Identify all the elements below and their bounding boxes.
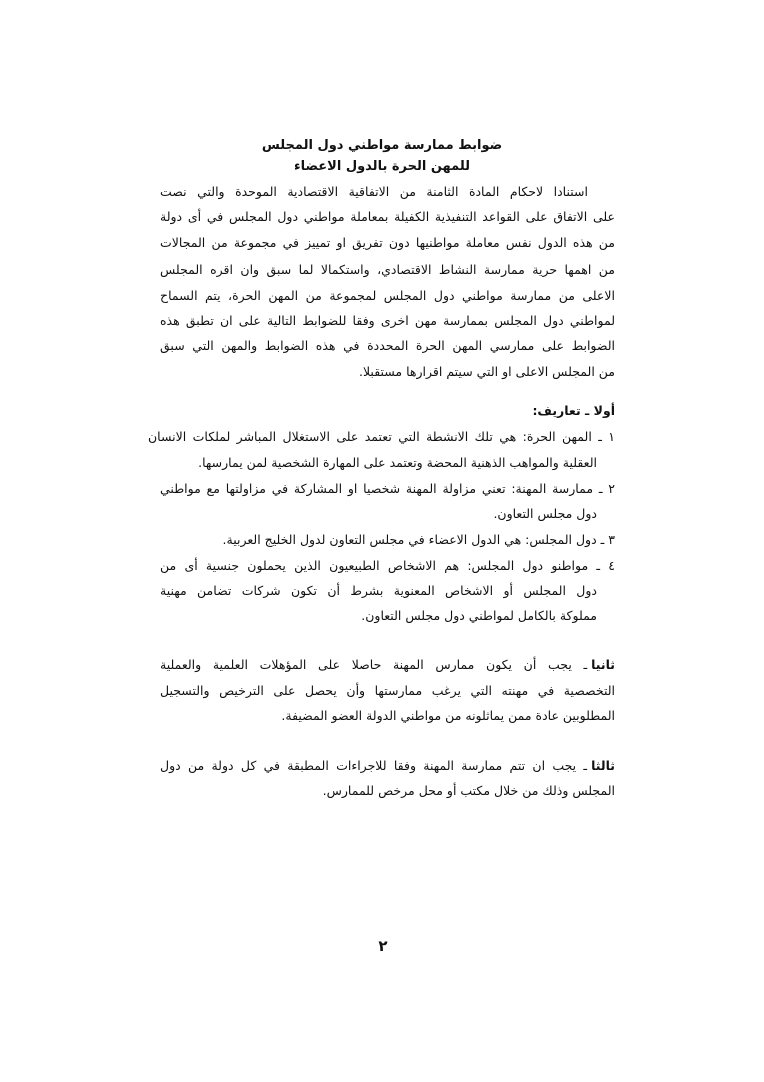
intro-line: على الاتفاق على القواعد التنفيذية الكفيلة بمعاملة مواطني دول المجلس في أى دولة (160, 209, 615, 224)
section-line: ـ يجب أن يكون ممارس المهنة حاصلا على المؤهلات العلمية والعملية (160, 657, 588, 672)
definition-line: العقلية والمواهب الذهنية المحضة وتعتمد على المهارة الشخصية لمن يمارسها. (198, 455, 597, 470)
definition-line: ٢ ـ ممارسة المهنة: تعني مزاولة المهنة شخصيا او المشاركة في مزاولتها مع مواطني (160, 481, 615, 496)
section-2 (160, 656, 615, 674)
intro-line: استنادا لاحكام المادة الثامنة من الاتفاقية الاقتصادية الموحدة والتي نصت (160, 184, 588, 199)
definition-line: دول المجلس أو الاشخاص المعنوية بشرط أن تكون شركات تضامن مهنية (160, 583, 597, 598)
intro-line: من هذه الدول نفس معاملة مواطنيها دون تفريق او تمييز في مجموعة من المجالات (160, 235, 615, 250)
definition-line: دول مجلس التعاون. (493, 506, 597, 521)
definition-line: ٣ ـ دول المجلس: هي الدول الاعضاء في مجلس التعاون لدول الخليج العربية. (222, 532, 615, 547)
definition-line: مملوكة بالكامل لمواطني دول مجلس التعاون. (361, 608, 597, 623)
intro-line: من اهمها حرية ممارسة النشاط الاقتصادي، واستكمالا لما سبق وان اقره المجلس (160, 262, 615, 277)
intro-line: الضوابط على ممارسي المهن الحرة المحددة في هذه الضوابط والمهن التي سبق (160, 338, 615, 353)
section-line: ـ يجب ان تتم ممارسة المهنة وفقا للاجراءات المطبقة في كل دولة من دول (160, 758, 588, 773)
intro-line: لمواطني دول المجلس بممارسة مهن اخرى وفقا للضوابط التالية على ان تطبق هذه (160, 313, 615, 328)
section-3 (160, 757, 615, 775)
intro-line: الاعلى من ممارسة مواطني دول المجلس لمجموعة من المهن الحرة، يتم السماح (160, 288, 615, 303)
page-number: ٢ (378, 937, 388, 955)
title-line-2: للمهن الحرة بالدول الاعضاء (293, 159, 471, 174)
section-line: المطلوبين عادة ممن يماثلونه من مواطني الدولة العضو المضيفة. (281, 708, 615, 723)
intro-line: من المجلس الاعلى او التي سيتم اقرارها مستقبلا. (358, 364, 615, 379)
section-line: المجلس وذلك من خلال مكتب أو محل مرخص للممارس. (322, 783, 615, 798)
section-heading: ثالثا (591, 758, 615, 773)
section-heading: ثانيا (591, 657, 615, 672)
definition-line: ٤ ـ مواطنو دول المجلس: هم الاشخاص الطبيعيون الذين يحملون جنسية أى من (160, 558, 615, 573)
definition-line: ١ ـ المهن الحرة: هي تلك الانشطة التي تعتمد على الاستغلال المباشر لملكات الانسان (148, 429, 615, 444)
section-heading: أولا ـ تعاريف: (532, 403, 615, 418)
section-line: التخصصية في مهنته التي يرغب ممارستها وأن يحصل على الترخيص والتسجيل (160, 683, 615, 698)
title-line-1: ضوابط ممارسة مواطني دول المجلس (261, 138, 503, 153)
